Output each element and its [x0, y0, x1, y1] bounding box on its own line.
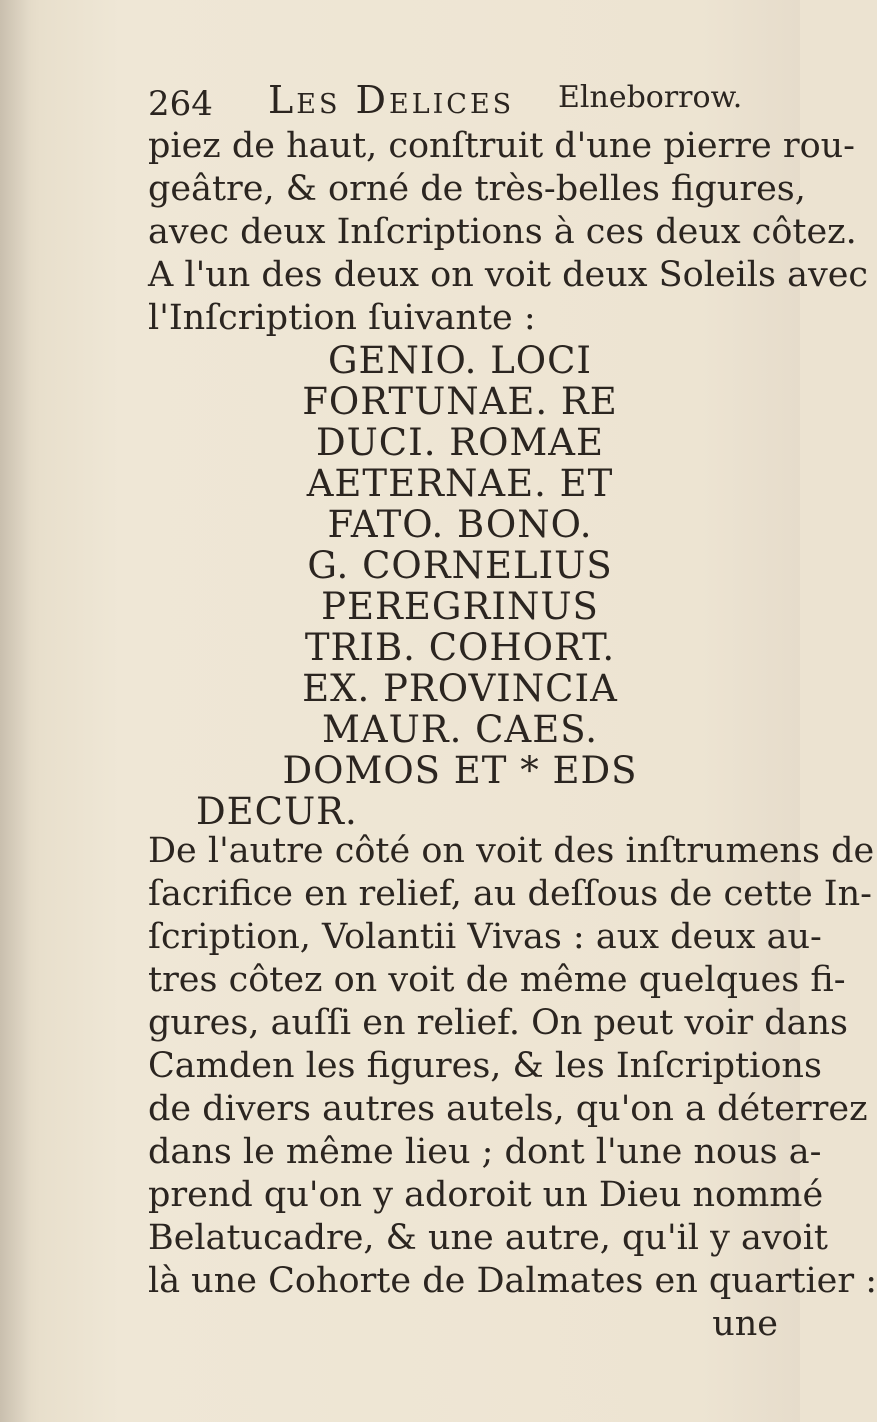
latin-inscription — [180, 340, 740, 832]
paragraph-2 — [148, 830, 877, 1346]
inscription-line: G. CORNELIUS — [307, 544, 613, 587]
text-line: ſcription, Volantii Vivas : aux deux au- — [148, 917, 822, 957]
text-line: avec deux Inſcriptions à ces deux côtez. — [148, 212, 857, 252]
text-line: Belatucadre, & une autre, qu'il y avoit — [148, 1218, 828, 1258]
text-line: gures, auſſi en relief. On peut voir dans — [148, 1003, 848, 1043]
inscription-line: FATO. BONO. — [327, 503, 593, 546]
text-line: de divers autres autels, qu'on a déterrez — [148, 1089, 868, 1129]
inscription-line: TRIB. COHORT. — [304, 626, 616, 669]
text-line: tres côtez on voit de même quelques fi- — [148, 960, 846, 1000]
page-header — [148, 78, 788, 128]
page-gutter-shadow — [0, 0, 30, 1422]
inscription-line: FORTUNAE. RE — [302, 380, 618, 423]
inscription-line: EX. PROVINCIA — [302, 667, 618, 710]
inscription-line: DUCI. ROMAE — [315, 421, 605, 464]
inscription-line: GENIO. LOCI — [327, 339, 593, 382]
text-line: Camden les figures, & les Inſcriptions — [148, 1046, 822, 1086]
text-line: De l'autre côté on voit des inſtrumens de — [148, 831, 875, 871]
text-line: dans le même lieu ; dont l'une nous a- — [148, 1132, 822, 1172]
catchword: une — [712, 1304, 778, 1344]
inscription-line: DECUR. — [196, 790, 358, 833]
page-number: 264 — [148, 84, 213, 124]
text-line: là une Cohorte de Dalmates en quartier : — [148, 1261, 877, 1301]
text-line: ſacrifice en relief, au deſſous de cette In- — [148, 874, 872, 914]
text-line: A l'un des deux on voit deux Soleils avec — [148, 255, 869, 295]
text-line: piez de haut, conſtruit d'une pierre rou- — [148, 126, 856, 166]
inscription-line: DOMOS ET * EDS — [282, 749, 638, 792]
text-line: l'Inſcription ſuivante : — [148, 298, 536, 338]
paragraph-1 — [148, 125, 869, 340]
running-title: Les Delices — [268, 78, 515, 122]
inscription-line: MAUR. CAES. — [322, 708, 598, 751]
header-catchword: Elneborrow. — [558, 80, 743, 115]
text-line: geâtre, & orné de très-belles figures, — [148, 169, 806, 209]
inscription-line: AETERNAE. ET — [306, 462, 614, 505]
inscription-line: PEREGRINUS — [321, 585, 599, 628]
text-line: prend qu'on y adoroit un Dieu nommé — [148, 1175, 824, 1215]
